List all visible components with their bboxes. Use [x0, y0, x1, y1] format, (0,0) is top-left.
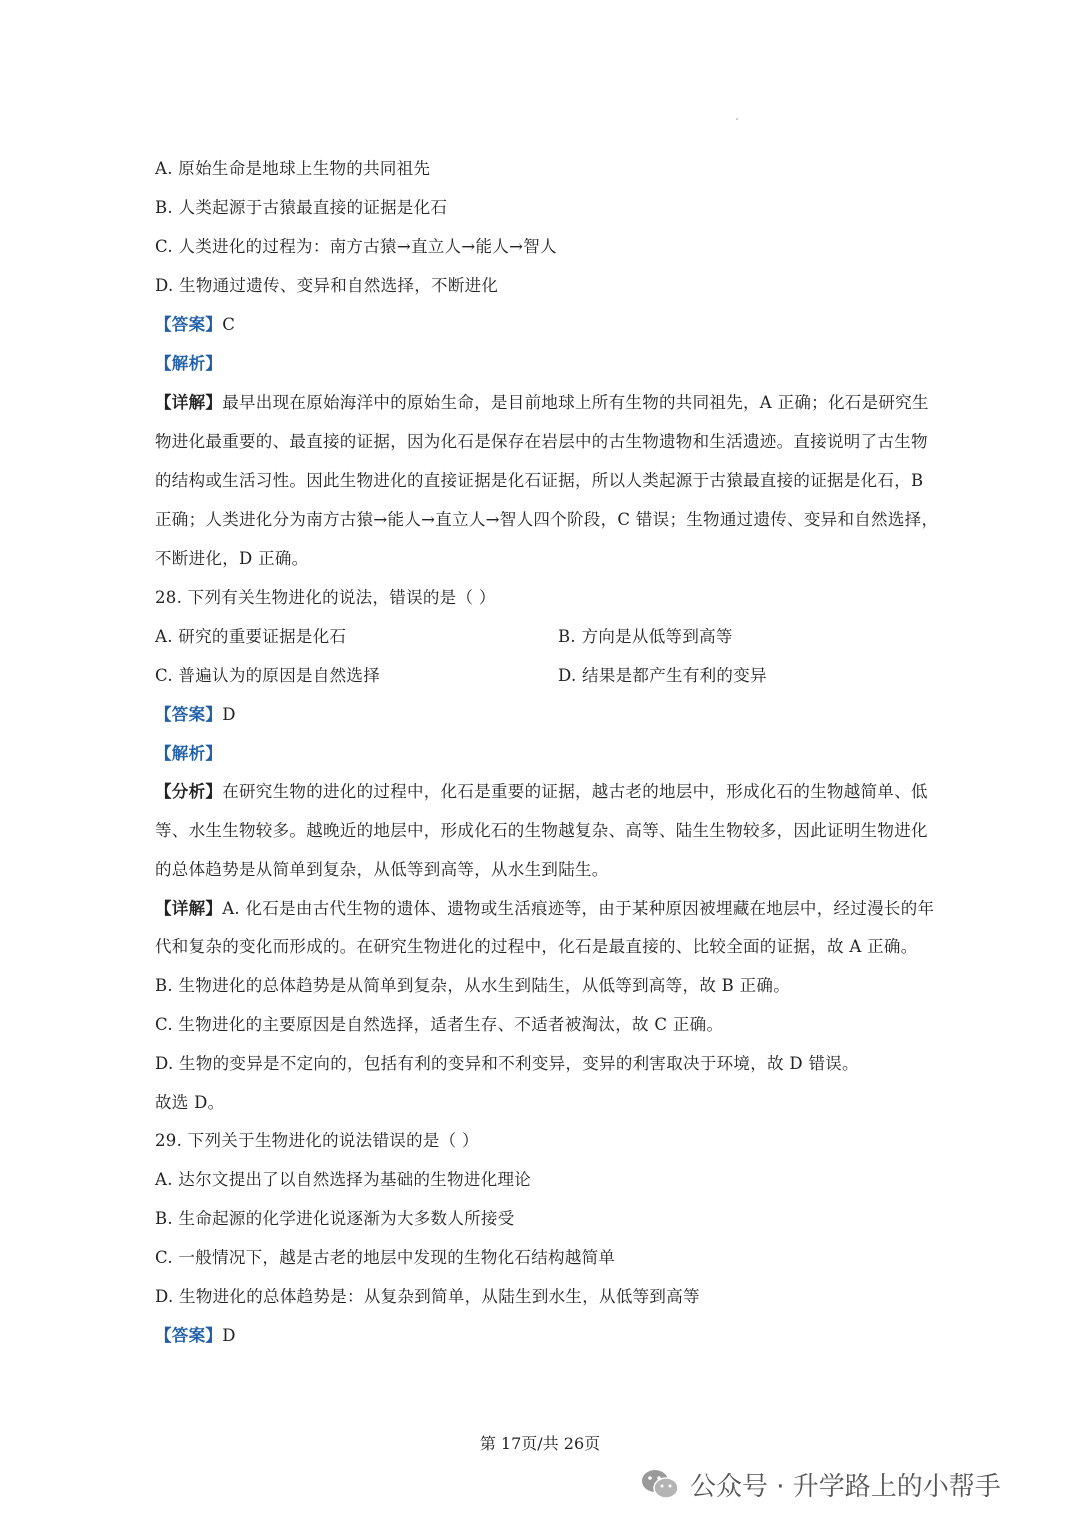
q27-detail-line-4: 正确；人类进化分为南方古猿→能人→直立人→智人四个阶段，C 错误；生物通过遗传、变异和自然选择， — [155, 510, 939, 529]
detail-tag: 【详解】 — [155, 899, 223, 918]
q28-analysis-heading — [155, 743, 222, 765]
watermark-text: 公众号 · 升学路上的小帮手 — [690, 1471, 1001, 1502]
fenxi-text: 在研究生物的进化的过程中，化石是重要的证据，越古老的地层中，形成化石的生物越简单、低 — [222, 782, 928, 801]
q28-option-d: D. 结果是都产生有利的变异 — [558, 666, 767, 685]
q28-fenxi-line-1 — [155, 781, 928, 803]
q28-detail-line-1 — [155, 898, 934, 920]
answer-tag: 【答案】 — [155, 315, 223, 334]
page-number: 第 17页/共 26页 — [479, 1434, 601, 1453]
q27-detail-line-2: 物进化最重要的、最直接的证据，因为化石是保存在岩层中的古生物遗物和生活遗迹。直接说明了古生物 — [155, 432, 928, 451]
q29-answer — [155, 1325, 236, 1347]
q28-detail-line-4: C. 生物进化的主要原因是自然选择，适者生存、不适者被淘汰，故 C 正确。 — [155, 1015, 724, 1034]
answer-tag: 【答案】 — [155, 1326, 223, 1345]
q27-detail-line-5: 不断进化，D 正确。 — [155, 549, 309, 568]
q29-option-a: A. 达尔文提出了以自然选择为基础的生物进化理论 — [155, 1170, 532, 1189]
answer-value: C — [222, 315, 236, 334]
q27-detail-line-1 — [155, 392, 929, 414]
analysis-tag: 【解析】 — [155, 744, 223, 763]
analysis-tag: 【解析】 — [155, 354, 223, 373]
fenxi-tag: 【分析】 — [155, 782, 223, 801]
q27-analysis-heading — [155, 353, 222, 375]
q29-option-b: B. 生命起源的化学进化说逐渐为大多数人所接受 — [155, 1209, 515, 1228]
q28-answer — [155, 704, 236, 726]
answer-tag: 【答案】 — [155, 705, 223, 724]
q28-option-b: B. 方向是从低等到高等 — [558, 627, 733, 646]
q29-option-c: C. 一般情况下，越是古老的地层中发现的生物化石结构越简单 — [155, 1248, 616, 1267]
q29-option-d: D. 生物进化的总体趋势是：从复杂到简单，从陆生到水生，从低等到高等 — [155, 1287, 700, 1306]
q28-fenxi-line-3: 的总体趋势是从简单到复杂，从低等到高等，从水生到陆生。 — [155, 860, 609, 879]
answer-value: D — [222, 705, 236, 724]
q28-stem: 28. 下列有关生物进化的说法，错误的是（ ） — [155, 588, 496, 607]
q27-option-c: C. 人类进化的过程为：南方古猿→直立人→能人→智人 — [155, 237, 557, 256]
q27-option-a: A. 原始生命是地球上生物的共同祖先 — [155, 159, 431, 178]
q28-detail-line-3: B. 生物进化的总体趋势是从简单到复杂，从水生到陆生，从低等到高等，故 B 正确。 — [155, 976, 791, 995]
q27-option-d: D. 生物通过遗传、变异和自然选择，不断进化 — [155, 276, 499, 295]
detail-text: 最早出现在原始海洋中的原始生命，是目前地球上所有生物的共同祖先，A 正确；化石是研究生 — [222, 393, 929, 412]
q27-answer — [155, 314, 235, 336]
q28-conclusion: 故选 D。 — [155, 1093, 225, 1112]
q28-fenxi-line-2: 等、水生生物较多。越晚近的地层中，形成化石的生物越复杂、高等、陆生生物较多，因此证明生物进化 — [155, 821, 928, 840]
q28-option-c: C. 普遍认为的原因是自然选择 — [155, 666, 381, 685]
q28-option-a: A. 研究的重要证据是化石 — [155, 627, 347, 646]
wechat-watermark — [640, 1464, 1001, 1504]
scan-speck — [736, 118, 738, 120]
wechat-icon — [640, 1467, 680, 1501]
answer-value: D — [222, 1326, 236, 1345]
q28-detail-line-2: 代和复杂的变化而形成的。在研究生物进化的过程中，化石是最直接的、比较全面的证据，故 A 正确。 — [155, 937, 918, 956]
q27-detail-line-3: 的结构或生活习性。因此生物进化的直接证据是化石证据，所以人类起源于古猿最直接的证据是化石，B — [155, 471, 924, 490]
detail-text: A. 化石是由古代生物的遗体、遗物或生活痕迹等，由于某种原因被埋藏在地层中，经过漫长的年 — [222, 899, 935, 918]
q28-detail-line-5: D. 生物的变异是不定向的，包括有利的变异和不利变异，变异的利害取决于环境，故 D 错误。 — [155, 1054, 859, 1073]
detail-tag: 【详解】 — [155, 393, 223, 412]
q27-option-b: B. 人类起源于古猿最直接的证据是化石 — [155, 198, 448, 217]
q29-stem: 29. 下列关于生物进化的说法错误的是（ ） — [155, 1131, 479, 1150]
